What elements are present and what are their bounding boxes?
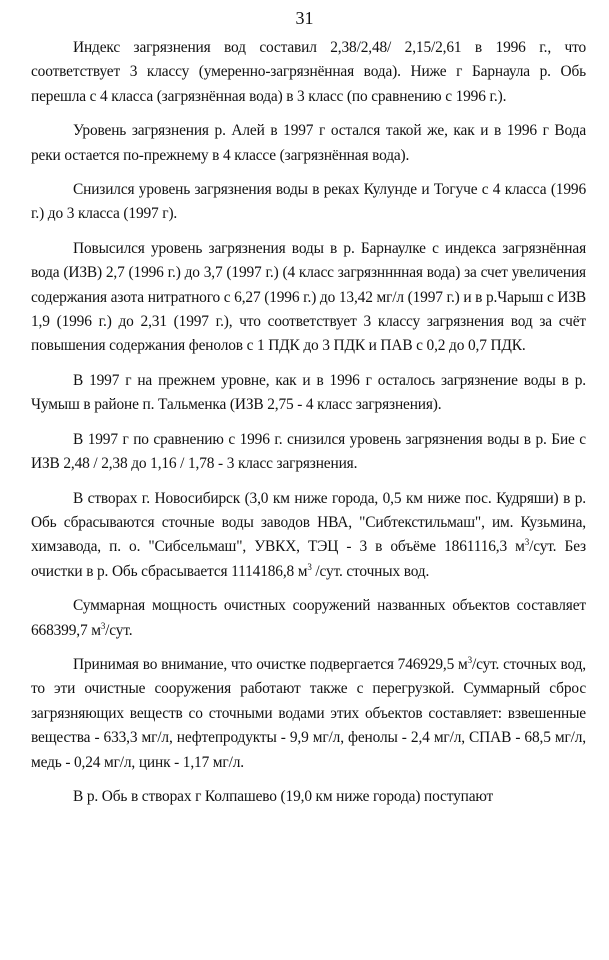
paragraph-text: /сут. сточных вод. [311,562,430,580]
paragraph: Индекс загрязнения вод составил 2,38/2,48/ 2,15/2,61 в 1996 г., что соответствует 3 классу (умеренно-загрязнённая вода). Ниже г Барнаула р. Обь перешла с 4 класса (загрязнённая вода) в 3 класс (по сравнению с 1996 г.). [31,39,586,105]
paragraph-text: /сут. сточных вод, то эти очистные сооружения работают также с перегрузкой. Суммарный сброс загрязняющих веществ со сточными водами этих объектов составляет: взвешенные вещества - 633,3 мг/л, нефтепродукты - 9,9 мг/л, фенолы - 2,4 мг/л, СПАВ - 68,5 мг/л, медь - 0,24 мг/л, цинк - 1,17 мг/л. [31,655,587,771]
paragraph-text: Принимая во внимание, что очистке подвергается 746929,5 м [73,655,468,673]
paragraph: Снизился уровень загрязнения воды в реках Кулунде и Тогуче с 4 класса (1996 г.) до 3 класса (1997 г). [31,181,586,223]
paragraph: Повысился уровень загрязнения воды в р. Барнаулке с индекса загрязнённая вода (ИЗВ) 2,7 (1996 г.) до 3,7 (1997 г.) (4 класс загрязнннная вода) за счет увеличения содержания азота нитратного с 6,27 (1996 г.) до 13,42 мг/л (1997 г.) и в р.Чарыш с ИЗВ 1,9 (1996 г.) до 2,31 (1997 г.), что соответствует 3 классу загрязнения вод за счёт повышения содержания фенолов с 1 ПДК до 3 ПДК и ПАВ с 0,2 до 0,7 ПДК. [31,239,586,355]
paragraph: В 1997 г по сравнению с 1996 г. снизился уровень загрязнения воды в р. Бие с ИЗВ 2,48 / 2,38 до 1,16 / 1,78 - 3 класс загрязнения. [31,430,586,473]
superscript: 3 [467,654,472,665]
page-number: 31 [295,8,314,28]
paragraph-text: /сут. [105,621,133,639]
paragraph [31,594,586,643]
paragraph: В р. Обь в створах г Колпашево (19,0 км ниже города) поступают [73,787,494,805]
superscript: 3 [524,537,530,548]
paragraph: В 1997 г на прежнем уровне, как и в 1996 г осталось загрязнение воды в р. Чумыш в районе п. Тальменка (ИЗВ 2,75 - 4 класс загрязнения). [31,371,586,414]
paragraph-text: В створах г. Новосибирск (3,0 км ниже города, 0,5 км ниже пос. Кудряши) в р. Обь сбрасываются сточные воды заводов НВА, "Сибтекстильмаш", им. Кузьмина, химзавода, п. о. "Сибсельмаш", УВКХ, ТЭЦ - 3 в объёме 1861116,3 м [31,489,586,556]
document-body [31,36,586,819]
superscript: 3 [307,561,312,572]
paragraph [31,487,586,585]
paragraph: Уровень загрязнения р. Алей в 1997 г остался такой же, как и в 1996 г Вода реки остается по-прежнему в 4 классе (загрязнённая вода). [31,122,586,164]
paragraph-text: Суммарная мощность очистных сооружений названных объектов составляет 668399,7 м [31,597,586,639]
superscript: 3 [100,620,106,631]
paragraph-text: /сут. Без очистки в р. Обь сбрасывается 1114186,8 м [31,538,586,580]
paragraph [31,653,586,775]
